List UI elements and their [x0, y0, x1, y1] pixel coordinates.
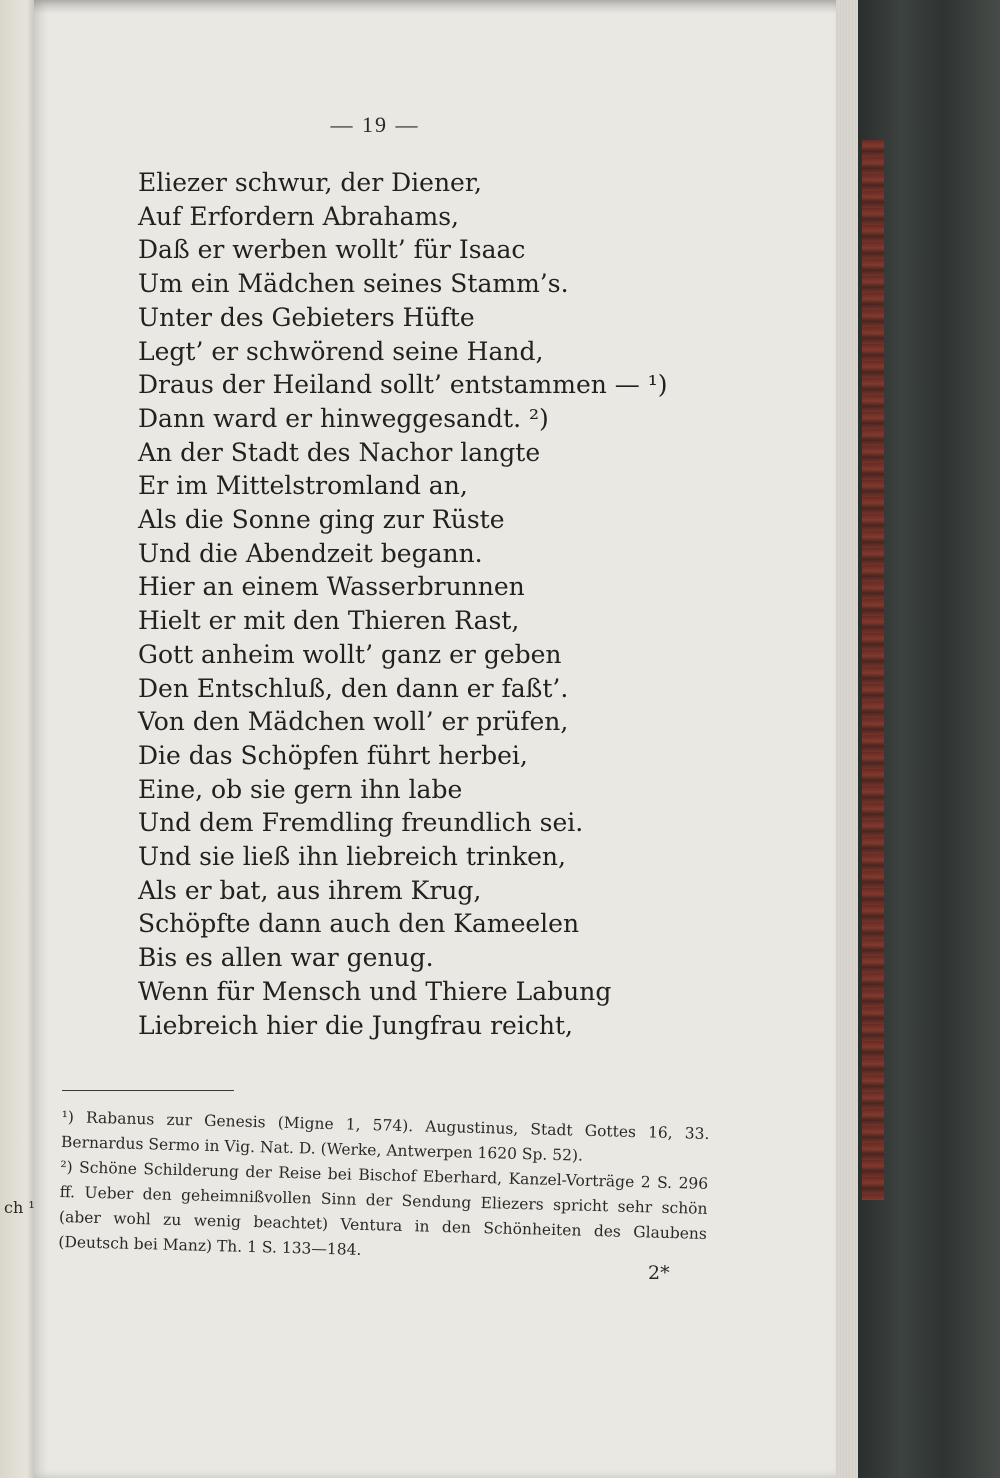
verse-line: Hier an einem Wasserbrunnen — [138, 572, 525, 602]
verse-line: An der Stadt des Nachor langte — [138, 437, 541, 467]
footnote-2: ²) Schöne Schilderung der Reise bei Bischof Eberhard, Kanzel-Vorträge 2 S. 296 ff. Ueber den geheimnißvollen Sinn der Sendung Eliezers spricht sehr schön (aber wohl zu wenig beachtet) Ventura in den Schönheiten des Glaubens (Deutsch bei Manz) Th. 1 S. 133—184. — [58, 1157, 709, 1259]
footnote-1: ¹) Rabanus zur Genesis (Migne 1, 574). Augustinus, Stadt Gottes 16, 33. Bernardus Sermo in Vig. Nat. D. (Werke, Antwerpen 1620 Sp. 52). — [60, 1107, 710, 1165]
verse-line: Als er bat, aus ihrem Krug, — [138, 875, 482, 905]
verse-line: Und die Abendzeit begann. — [138, 538, 483, 568]
verse-line: Bis es allen war genug. — [138, 943, 434, 973]
verse-line: Eine, ob sie gern ihn labe — [138, 774, 463, 804]
verse-line: Legt’ er schwörend seine Hand, — [138, 336, 544, 366]
signature-mark: 2* — [648, 1262, 670, 1284]
verse-line: Schöpfte dann auch den Kameelen — [138, 909, 580, 939]
verse-line: Hielt er mit den Thieren Rast, — [138, 606, 520, 636]
footnotes — [58, 1105, 710, 1272]
page-stack-edge — [836, 0, 860, 1478]
verse-line: Um ein Mädchen seines Stamm’s. — [138, 269, 569, 299]
verse-line: Den Entschluß, den dann er faßt’. — [138, 673, 569, 703]
left-edge-fragment: ch ¹ — [4, 1198, 35, 1217]
page-number: — 19 — — [330, 112, 420, 137]
verse-line: Liebreich hier die Jungfrau reicht, — [138, 1010, 573, 1040]
page-shadow — [34, 0, 842, 14]
verse-line: Auf Erfordern Abrahams, — [138, 201, 460, 231]
verse-line: Dann ward er hinweggesandt. ²) — [138, 403, 549, 433]
verse-line: Wenn für Mensch und Thiere Labung — [138, 976, 612, 1006]
footnote-divider — [62, 1090, 234, 1091]
verse-line: Er im Mittelstromland an, — [138, 471, 468, 501]
verse-line: Und sie ließ ihn liebreich trinken, — [138, 842, 566, 872]
verse-line: Von den Mädchen woll’ er prüfen, — [138, 707, 569, 737]
verse-line: Als die Sonne ging zur Rüste — [138, 505, 505, 535]
verse-line: Eliezer schwur, der Diener, — [138, 168, 483, 197]
verse-line: Unter des Gebieters Hüfte — [138, 302, 475, 332]
previous-page-edge — [0, 0, 38, 1478]
verse-line: Die das Schöpfen führt herbei, — [138, 740, 528, 770]
verse-line: Gott anheim wollt’ ganz er geben — [138, 639, 562, 669]
verse-line: Daß er werben wollt’ für Isaac — [138, 235, 526, 265]
book-spine-edge — [862, 140, 884, 1200]
verse-line: Und dem Fremdling freundlich sei. — [138, 808, 584, 838]
poem-verses — [138, 166, 698, 1042]
verse-line: Draus der Heiland sollt’ entstammen — ¹) — [138, 370, 668, 400]
